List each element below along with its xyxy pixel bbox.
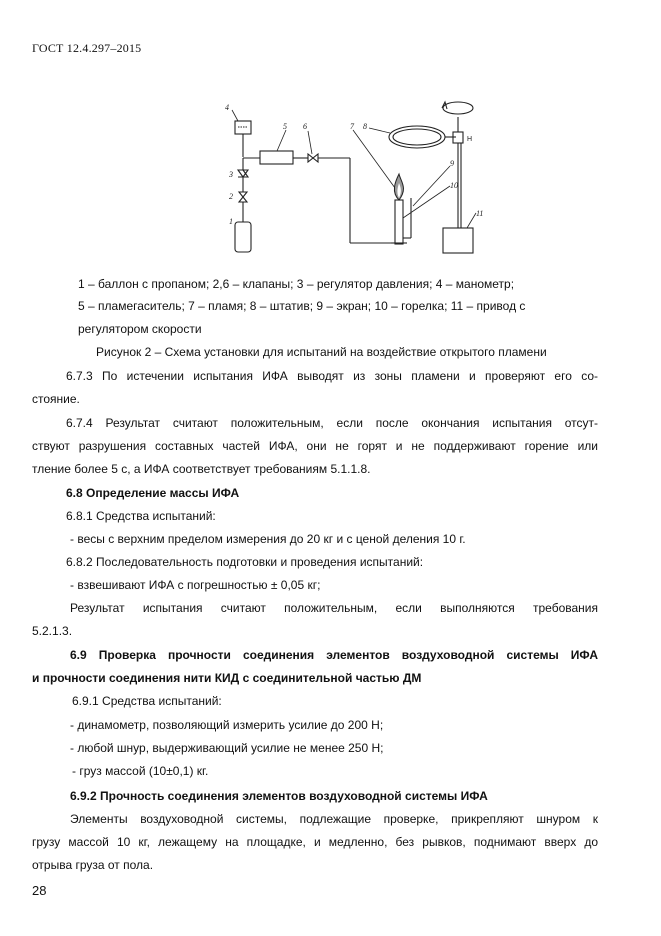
callout-5: 5	[283, 122, 287, 131]
paragraph-line: 5.2.1.3.	[32, 624, 73, 638]
paragraph-line: грузу массой 10 кг, лежащему на площадке, и медленно, без рывков, поднимают вверх до	[32, 835, 598, 849]
callout-6: 6	[303, 122, 307, 131]
callout-8: 8	[363, 122, 367, 131]
figure-legend-line: 1 – баллон с пропаном; 2,6 – клапаны; 3 – регулятор давления; 4 – манометр;	[78, 277, 515, 291]
callout-2: 2	[229, 192, 233, 201]
flame-arrester-shape	[260, 151, 293, 164]
drive-shape	[443, 228, 473, 253]
svg-text:Н: Н	[467, 136, 473, 143]
list-item: - динамометр, позволяющий измерить усилие до 200 Н;	[70, 718, 384, 732]
callout-7: 7	[350, 122, 354, 131]
burner-shape	[395, 200, 403, 244]
callout-9: 9	[450, 159, 454, 168]
paragraph-line: 6.9.1 Средства испытаний:	[72, 694, 222, 708]
callout-11: 11	[476, 209, 484, 218]
section-heading-6-9: 6.9 Проверка прочности соединения элементов воздуховодной системы ИФА	[70, 648, 598, 662]
list-item: - взвешивают ИФА с погрешностью ± 0,05 кг;	[70, 578, 321, 592]
paragraph-line: 6.7.4 Результат считают положительным, если после окончания испытания отсут-	[66, 416, 598, 430]
paragraph-line: стояние.	[32, 392, 80, 406]
section-heading-6-9-cont: и прочности соединения нити КИД с соединительной частью ДМ	[32, 671, 422, 685]
callout-10: 10	[450, 181, 458, 190]
paragraph-line: ствуют разрушения составных частей ИФА, они не горят и не поддерживают горение или	[32, 439, 598, 453]
valve-6-shape	[308, 154, 318, 162]
section-heading-6-8: 6.8 Определение массы ИФА	[66, 486, 240, 500]
paragraph-line: отрыва груза от пола.	[32, 858, 154, 872]
list-item: - груз массой (10±0,1) кг.	[72, 764, 209, 778]
paragraph-line: 6.7.3 По истечении испытания ИФА выводят из зоны пламени и проверяют его со-	[66, 369, 598, 383]
section-heading-6-9-2: 6.9.2 Прочность соединения элементов воздуховодной системы ИФА	[70, 789, 488, 803]
figure-legend-line: регулятором скорости	[78, 322, 202, 336]
valve-2-shape	[239, 192, 247, 202]
callout-1: 1	[229, 217, 233, 226]
list-item: - весы с верхним пределом измерения до 20 кг и с ценой деления 10 г.	[70, 532, 466, 546]
paragraph-line: 6.8.1 Средства испытаний:	[66, 509, 216, 523]
test-setup-diagram	[205, 88, 505, 258]
list-item: - любой шнур, выдерживающий усилие не менее 250 Н;	[70, 741, 384, 755]
callout-3: 3	[229, 170, 233, 179]
propane-cylinder-shape	[235, 222, 251, 252]
page-number: 28	[32, 883, 47, 898]
callout-4: 4	[225, 103, 229, 112]
regulator-3-shape	[238, 170, 248, 177]
document-header: ГОСТ 12.4.297–2015	[32, 41, 142, 55]
figure-caption: Рисунок 2 – Схема установки для испытаний на воздействие открытого пламени	[96, 345, 547, 359]
paragraph-line: тление более 5 с, а ИФА соответствует требованиям 5.1.1.8.	[32, 462, 371, 476]
paragraph-line: Элементы воздуховодной системы, подлежащие проверке, прикрепляют шнуром к	[70, 812, 598, 826]
figure-legend-line: 5 – пламегаситель; 7 – пламя; 8 – штатив; 9 – экран; 10 – горелка; 11 – привод с	[78, 299, 526, 313]
paragraph-line: 6.8.2 Последовательность подготовки и проведения испытаний:	[66, 555, 424, 569]
paragraph-line: Результат испытания считают положительным, если выполняются требования	[70, 601, 598, 615]
